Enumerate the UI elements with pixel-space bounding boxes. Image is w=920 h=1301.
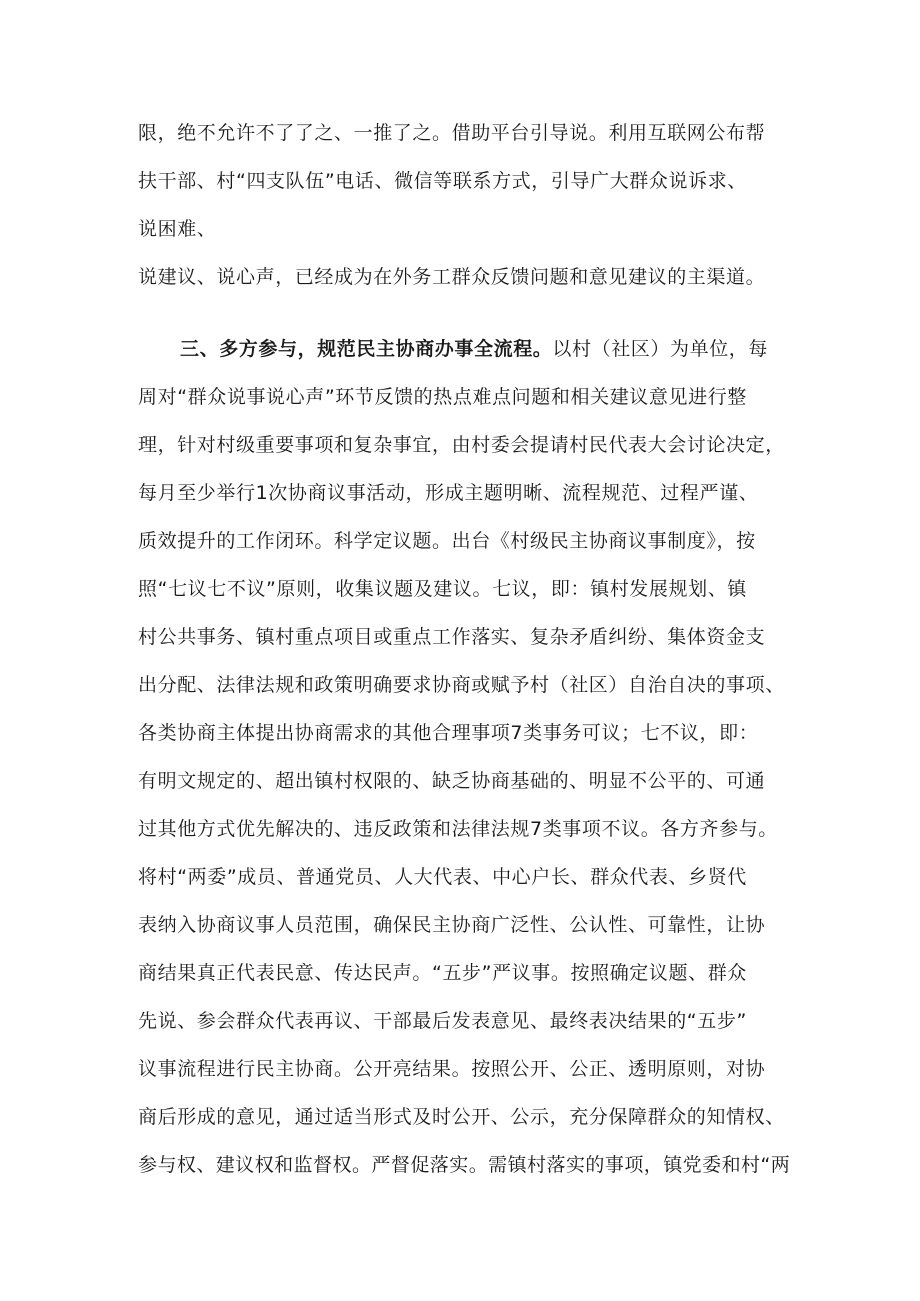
para1-line-4: 说建议、说心声，已经成为在外务工群众反馈问题和意见建议的主渠道。	[138, 266, 766, 288]
section3-line: 表纳入协商议事人员范围，确保民主协商广泛性、公认性、可靠性，让协	[138, 914, 766, 936]
para1-line-3: 说困难、	[138, 218, 217, 240]
para1-line-2: 扶干部、村“四支队伍”电话、微信等联系方式，引导广大群众说诉求、	[138, 170, 747, 192]
section3-line: 质效提升的工作闭环。科学定议题。出台《村级民主协商议事制度》，按	[138, 530, 756, 552]
section3-first-line	[180, 337, 768, 361]
section3-first-line-text: 以村（社区）为单位，每	[552, 338, 769, 360]
section3-heading: 三、多方参与，规范民主协商办事全流程。	[180, 338, 553, 360]
section3-line: 出分配、法律法规和政策明确要求协商或赋予村（社区）自治自决的事项、	[138, 674, 785, 696]
section3-line: 参与权、建议权和监督权。严督促落实。需镇村落实的事项，镇党委和村“两	[138, 1154, 791, 1176]
section3-line: 村公共事务、镇村重点项目或重点工作落实、复杂矛盾纠纷、集体资金支	[138, 626, 766, 648]
section3-line: 理，针对村级重要事项和复杂事宜，由村委会提请村民代表大会讨论决定，	[138, 434, 785, 456]
section3-line: 照“七议七不议”原则，收集议题及建议。七议，即：镇村发展规划、镇	[138, 578, 747, 600]
section3-line: 各类协商主体提出协商需求的其他合理事项7类事务可议；七不议，即：	[138, 722, 759, 744]
section3-line: 周对“群众说事说心声”环节反馈的热点难点问题和相关建议意见进行整	[138, 386, 747, 408]
section3-line: 先说、参会群众代表再议、干部最后发表意见、最终表决结果的“五步”	[138, 1010, 747, 1032]
section3-line: 有明文规定的、超出镇村权限的、缺乏协商基础的、明显不公平的、可通	[138, 770, 766, 792]
section3-line: 每月至少举行1次协商议事活动，形成主题明晰、流程规范、过程严谨、	[138, 482, 759, 504]
section3-line: 商后形成的意见，通过适当形式及时公开、公示，充分保障群众的知情权、	[138, 1106, 785, 1128]
section3-line: 过其他方式优先解决的、违反政策和法律法规7类事项不议。各方齐参与。	[138, 818, 778, 840]
para1-line-1: 限，绝不允许不了了之、一推了之。借助平台引导说。利用互联网公布帮	[138, 122, 766, 144]
section3-line: 商结果真正代表民意、传达民声。“五步”严议事。按照确定议题、群众	[138, 962, 747, 984]
section3-line: 将村“两委”成员、普通党员、人大代表、中心户长、群众代表、乡贤代	[138, 866, 747, 888]
section3-line: 议事流程进行民主协商。公开亮结果。按照公开、公正、透明原则，对协	[138, 1058, 766, 1080]
